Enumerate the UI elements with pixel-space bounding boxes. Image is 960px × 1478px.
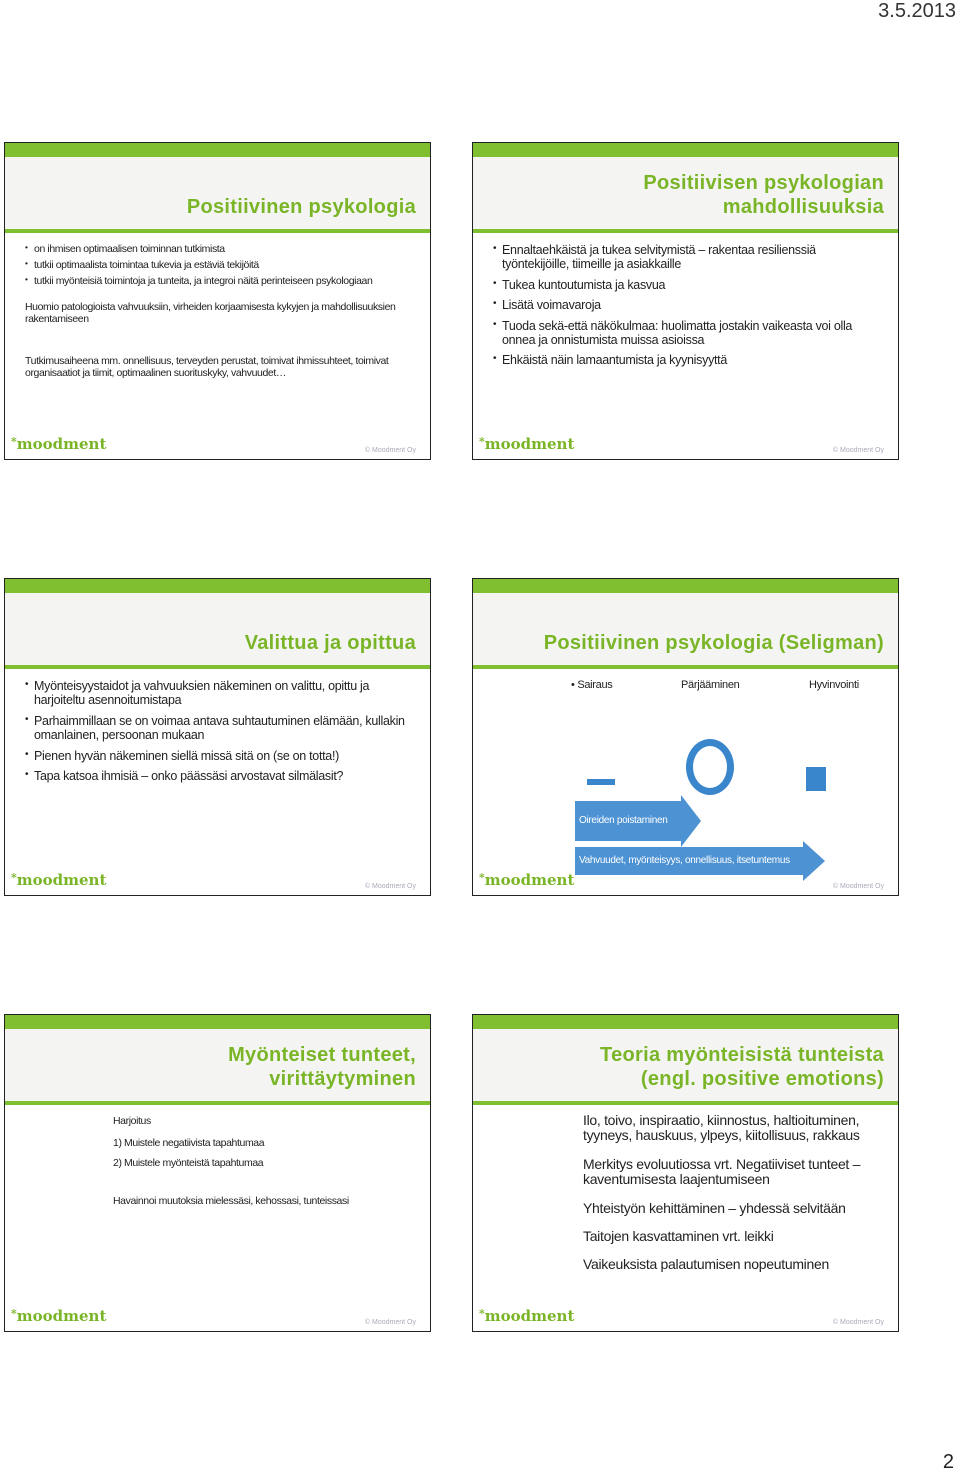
moodment-logo: *moodment bbox=[11, 871, 107, 889]
paragraph: Tutkimusaiheena mm. onnellisuus, terveyden perustat, toimivat ihmissuhteet, toimivat organisaatiot ja tiimit, optimaalinen suorituskyky, vahvuudet… bbox=[25, 355, 389, 380]
slide-top-bar bbox=[5, 1015, 430, 1029]
seligman-diagram bbox=[571, 679, 884, 866]
slide-divider bbox=[473, 1101, 898, 1105]
list-item: • Lisätä voimavaroja bbox=[493, 298, 884, 312]
list-item: • Ennaltaehkäistä ja tukea selvitymistä – rakentaa resilienssiä työntekijöille, tiimeille ja asiakkaille bbox=[493, 243, 884, 272]
slide-divider bbox=[5, 1101, 430, 1105]
copyright: © Moodment Oy bbox=[832, 883, 884, 890]
label-sairaus: • Sairaus bbox=[571, 679, 613, 691]
slide-top-bar bbox=[5, 143, 430, 157]
paragraph: Yhteistyön kehittäminen – yhdessä selvitään bbox=[583, 1199, 846, 1216]
slide-top-bar bbox=[473, 1015, 898, 1029]
slide-seligman bbox=[472, 578, 899, 896]
slide-positiivinen-psykologia bbox=[4, 142, 431, 460]
slide-valittua-ja-opittua bbox=[4, 578, 431, 896]
list-item: • Pienen hyvän näkeminen siellä missä sitä on (se on totta!) bbox=[25, 749, 406, 763]
slide-title-area bbox=[5, 157, 430, 229]
slide-title: Positiivinen psykologia (Seligman) bbox=[543, 632, 884, 654]
bullet-list bbox=[25, 243, 416, 287]
paragraph: Havainnoi muutoksia mielessäsi, kehossasi, tunteissasi bbox=[113, 1195, 349, 1207]
slide-divider bbox=[473, 229, 898, 233]
copyright: © Moodment Oy bbox=[832, 447, 884, 454]
list-item: • Tapa katsoa ihmisiä – onko päässäsi arvostavat silmälasit? bbox=[25, 769, 406, 783]
slide-top-bar bbox=[473, 579, 898, 593]
square-shape bbox=[806, 767, 826, 791]
paragraph: Vaikeuksista palautumisen nopeutuminen bbox=[583, 1256, 829, 1273]
moodment-logo: *moodment bbox=[479, 871, 575, 889]
paragraph: Huomio patologioista vahvuuksiin, virheiden korjaamisesta kykyjen ja mahdollisuuksien rakentamiseen bbox=[25, 301, 396, 326]
slide-divider bbox=[5, 229, 430, 233]
moodment-logo: *moodment bbox=[479, 1307, 575, 1325]
heading: Harjoitus bbox=[113, 1115, 151, 1127]
slide-title-area bbox=[473, 157, 898, 229]
slide-body bbox=[25, 243, 416, 419]
list-item: • Ehkäistä näin lamaantumista ja kyynisyyttä bbox=[493, 353, 884, 367]
circle-shape bbox=[686, 739, 734, 795]
slide-top-bar bbox=[5, 579, 430, 593]
arrow-oireiden-poistaminen: Oireiden poistaminen bbox=[575, 801, 681, 841]
list-item: • tutkii myönteisiä toimintoja ja tunteita, ja integroi näitä perinteiseen psykologiaan bbox=[25, 275, 416, 287]
list-item: • on ihmisen optimaalisen toiminnan tutkimista bbox=[25, 243, 416, 255]
slide-title-area bbox=[5, 1029, 430, 1101]
list-item: 2) Muistele myönteistä tapahtumaa bbox=[113, 1157, 264, 1169]
moodment-logo: *moodment bbox=[11, 1307, 107, 1325]
slide-title: Myönteiset tunteet, virittäytyminen bbox=[228, 1044, 416, 1090]
arrow-vahvuudet: Vahvuudet, myönteisyys, onnellisuus, itsetuntemus bbox=[575, 847, 803, 875]
slide-body bbox=[571, 679, 884, 866]
slide-title-area bbox=[5, 593, 430, 665]
page-date: 3.5.2013 bbox=[878, 0, 956, 22]
bullet-content bbox=[493, 243, 884, 419]
slide-myonteiset-tunteet bbox=[4, 1014, 431, 1332]
label-parjaaminen: Pärjääminen bbox=[681, 679, 740, 691]
slide-body bbox=[113, 1115, 416, 1291]
copyright: © Moodment Oy bbox=[364, 1319, 416, 1326]
list-item: 1) Muistele negatiivista tapahtumaa bbox=[113, 1137, 265, 1149]
paragraph: Merkitys evoluutiossa vrt. Negatiiviset tunteet – kaventumisesta laajentumiseen bbox=[583, 1155, 861, 1188]
slide-title-area bbox=[473, 1029, 898, 1101]
slide-title-area bbox=[473, 593, 898, 665]
list-item: • Tukea kuntoutumista ja kasvua bbox=[493, 278, 884, 292]
slide-title: Positiivinen psykologia bbox=[186, 196, 416, 218]
slide-divider bbox=[473, 665, 898, 669]
moodment-logo: *moodment bbox=[479, 435, 575, 453]
slide-body bbox=[25, 679, 406, 855]
paragraph: Ilo, toivo, inspiraatio, kiinnostus, haltioituminen, tyyneys, hauskuus, ylpeys, kiitollisuus, rakkaus bbox=[583, 1112, 860, 1144]
slide-divider bbox=[5, 665, 430, 669]
copyright: © Moodment Oy bbox=[832, 1319, 884, 1326]
copyright: © Moodment Oy bbox=[364, 447, 416, 454]
slide-top-bar bbox=[473, 143, 898, 157]
slide-mahdollisuuksia bbox=[472, 142, 899, 460]
slide-title: Teoria myönteisistä tunteista (engl. positive emotions) bbox=[600, 1044, 884, 1090]
page-number: 2 bbox=[942, 1451, 954, 1473]
paragraph: Taitojen kasvattaminen vrt. leikki bbox=[583, 1227, 774, 1244]
slide-title: Positiivisen psykologian mahdollisuuksia bbox=[643, 172, 884, 218]
slide-body bbox=[583, 1113, 892, 1291]
slide-teoria bbox=[472, 1014, 899, 1332]
list-item: • tutkii optimaalista toimintaa tukevia ja estäviä tekijöitä bbox=[25, 259, 416, 271]
moodment-logo: *moodment bbox=[11, 435, 107, 453]
slide-title: Valittua ja opittua bbox=[244, 632, 416, 654]
list-item: • Tuoda sekä-että näkökulmaa: huolimatta jostakin vaikeasta voi olla onnea ja onnistumista muissa asioissa bbox=[493, 319, 884, 348]
label-hyvinvointi: Hyvinvointi bbox=[809, 679, 859, 691]
list-item: • Parhaimmillaan se on voimaa antava suhtautuminen elämään, kullakin omanlainen, persoonan mukaan bbox=[25, 714, 406, 743]
list-item: • Myönteisyystaidot ja vahvuuksien näkeminen on valittu, opittu ja harjoiteltu asennoitumistapa bbox=[25, 679, 406, 708]
bullet-list bbox=[493, 243, 884, 368]
bullet-list bbox=[25, 679, 406, 783]
dash-shape bbox=[587, 779, 615, 785]
copyright: © Moodment Oy bbox=[364, 883, 416, 890]
